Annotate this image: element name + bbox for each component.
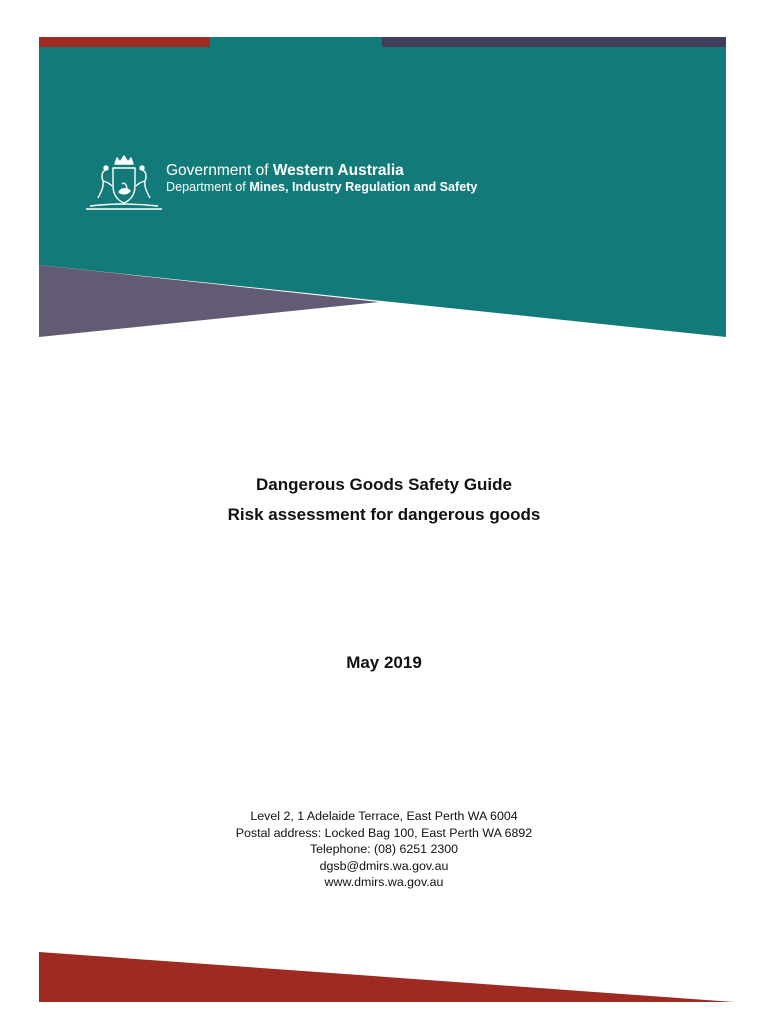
government-prefix: Government of <box>166 162 273 179</box>
department-name <box>166 180 477 194</box>
publication-date: May 2019 <box>346 653 422 672</box>
email-link[interactable]: dgsb@dmirs.wa.gov.au <box>319 858 449 873</box>
top-strip-teal <box>210 37 382 47</box>
department-prefix: Department of <box>166 180 250 194</box>
top-strip-slate <box>382 37 726 47</box>
website-link[interactable]: www.dmirs.wa.gov.au <box>324 875 444 889</box>
document-title <box>0 470 768 530</box>
government-logo <box>84 154 524 212</box>
postal-address: Postal address: Locked Bag 100, East Perth WA 6892 <box>235 825 533 840</box>
footer-banner <box>39 950 734 1002</box>
footer-red-wedge <box>39 952 734 1002</box>
contact-details <box>0 808 768 891</box>
top-strip-red <box>39 37 210 47</box>
department-title: Mines, Industry Regulation and Safety <box>249 180 478 194</box>
government-name <box>166 162 404 180</box>
telephone: Telephone: (08) 6251 2300 <box>309 842 459 856</box>
guide-title: Dangerous Goods Safety Guide <box>256 475 512 494</box>
coat-of-arms-icon <box>84 154 164 212</box>
street-address: Level 2, 1 Adelaide Terrace, East Perth WA 6004 <box>250 809 518 823</box>
guide-subtitle: Risk assessment for dangerous goods <box>227 505 541 524</box>
government-state: Western Australia <box>272 162 404 179</box>
